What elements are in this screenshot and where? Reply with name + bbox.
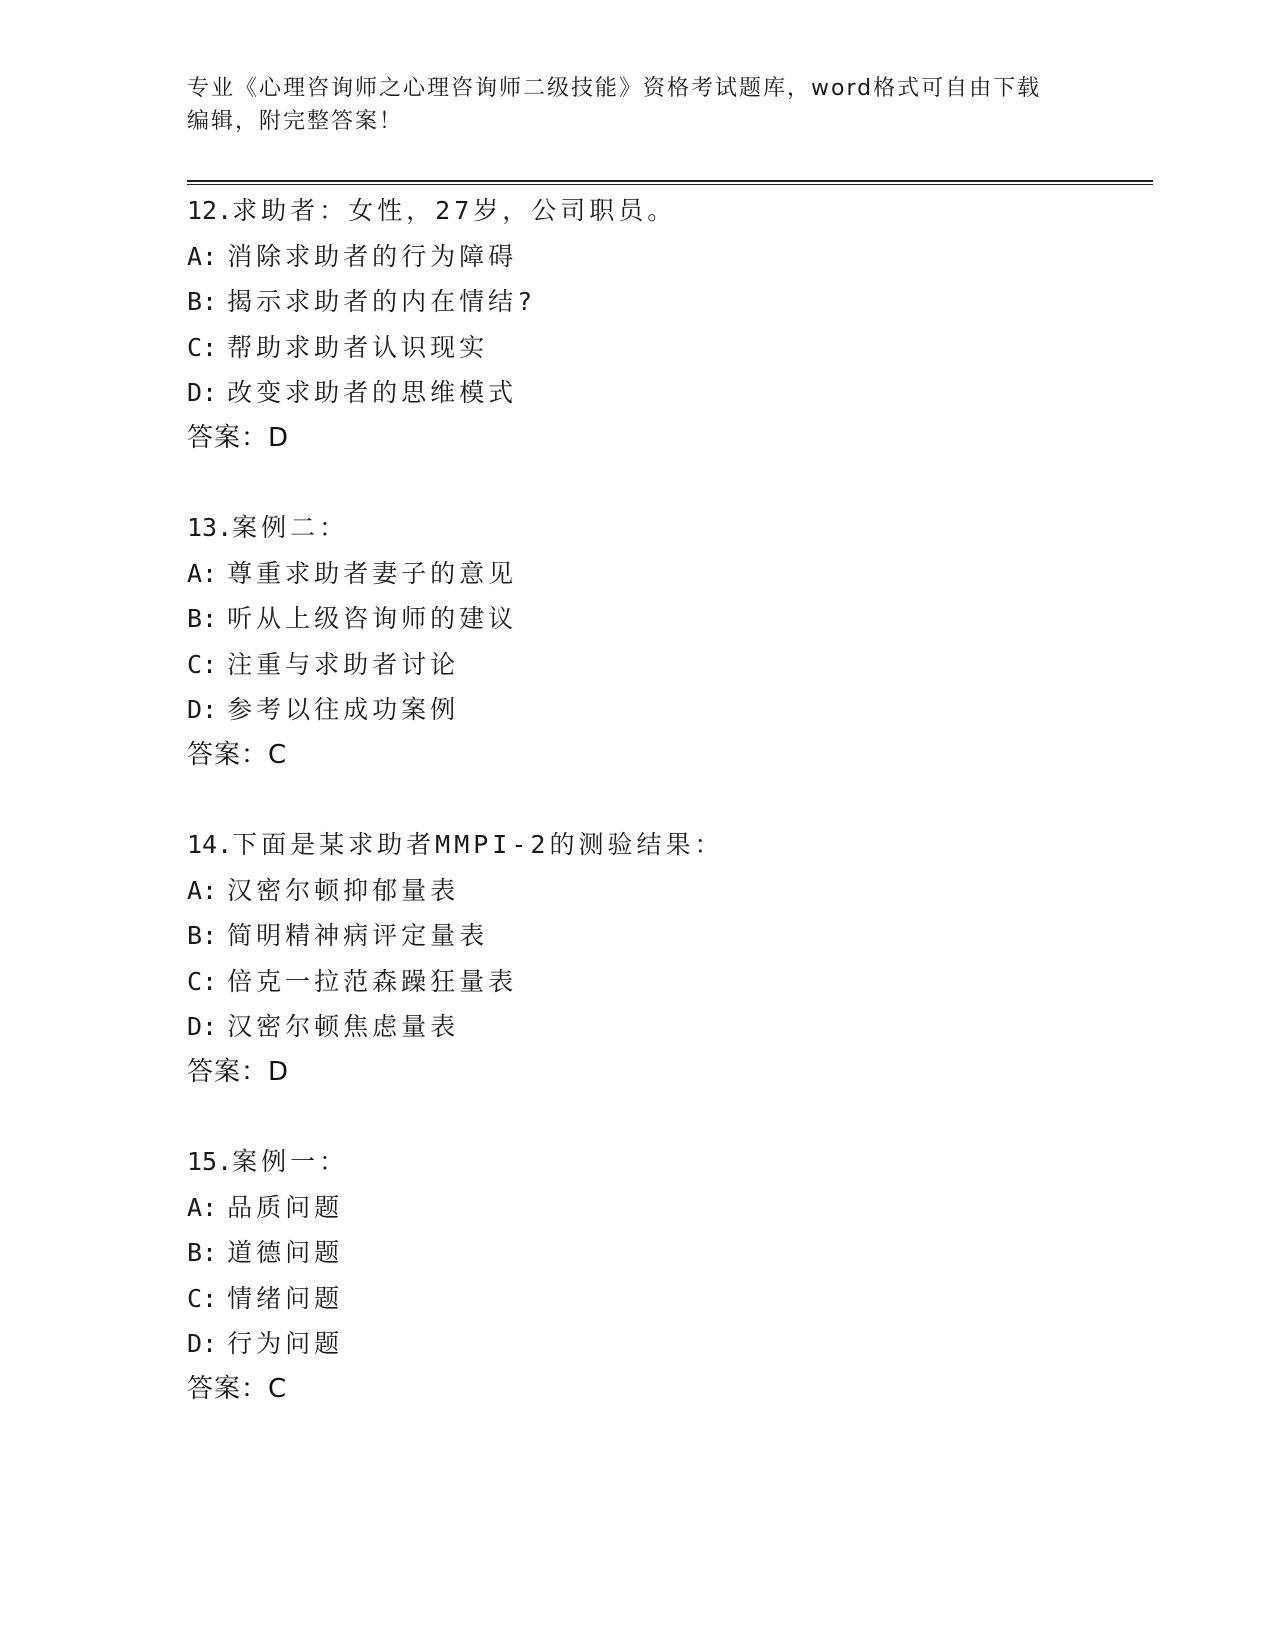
question-stem — [187, 188, 1147, 234]
answer-line — [187, 416, 1147, 462]
option-b — [187, 279, 1147, 325]
answer-value: C — [268, 739, 288, 770]
option-text: 尊重求助者妻子的意见 — [227, 558, 518, 588]
option-letter: C: — [187, 332, 218, 362]
question-stem — [187, 505, 1147, 551]
option-text: 揭示求助者的内在情结? — [227, 287, 537, 316]
answer-value: D — [268, 422, 290, 453]
option-letter: D: — [187, 378, 218, 407]
question-14 — [187, 822, 1147, 1095]
option-b — [187, 1230, 1147, 1276]
option-letter: C: — [187, 1283, 218, 1313]
option-text: 道德问题 — [227, 1238, 344, 1267]
answer-value: C — [268, 1373, 288, 1404]
option-letter: A: — [187, 241, 218, 271]
question-stem-text: 求助者：女性，27岁，公司职员。 — [232, 196, 677, 225]
answer-label: 答案： — [187, 1056, 269, 1087]
document-header — [187, 72, 1067, 138]
option-text: 参考以往成功案例 — [227, 695, 460, 724]
option-d — [187, 687, 1147, 733]
answer-line — [187, 1050, 1147, 1096]
option-b — [187, 913, 1147, 959]
question-stem — [187, 822, 1147, 868]
question-number: 14. — [187, 830, 233, 859]
answer-line — [187, 733, 1147, 779]
option-letter: D: — [187, 695, 218, 724]
option-letter: C: — [187, 966, 218, 996]
option-b — [187, 596, 1147, 642]
option-letter: C: — [187, 649, 218, 679]
header-divider-thin — [187, 184, 1153, 185]
question-stem-text: 案例二： — [232, 513, 349, 542]
option-d — [187, 1004, 1147, 1050]
header-line-2: 编辑，附完整答案！ — [187, 109, 404, 134]
question-spacer — [187, 778, 1147, 822]
option-letter: A: — [187, 1192, 218, 1222]
question-number: 12. — [187, 196, 233, 225]
question-13 — [187, 505, 1147, 778]
header-divider-thick — [187, 180, 1153, 182]
option-text: 品质问题 — [227, 1192, 344, 1222]
option-c — [187, 1276, 1147, 1322]
option-text: 帮助求助者认识现实 — [227, 332, 489, 362]
option-text: 汉密尔顿焦虑量表 — [227, 1012, 460, 1041]
option-letter: B: — [187, 287, 218, 316]
question-stem-text: 下面是某求助者MMPI-2的测验结果： — [232, 830, 724, 859]
question-list — [187, 188, 1147, 1412]
option-letter: B: — [187, 1238, 218, 1267]
option-d — [187, 370, 1147, 416]
question-stem-text: 案例一： — [232, 1147, 349, 1176]
header-line-1: 专业《心理咨询师之心理咨询师二级技能》资格考试题库，word格式可自由下载 — [187, 76, 1042, 101]
answer-label: 答案： — [187, 422, 269, 453]
question-stem — [187, 1139, 1147, 1185]
option-a — [187, 1185, 1147, 1231]
option-text: 行为问题 — [227, 1329, 344, 1358]
option-text: 消除求助者的行为障碍 — [227, 241, 518, 271]
answer-label: 答案： — [187, 739, 269, 770]
option-letter: B: — [187, 921, 218, 950]
option-c — [187, 959, 1147, 1005]
option-a — [187, 551, 1147, 597]
answer-line — [187, 1367, 1147, 1413]
option-a — [187, 234, 1147, 280]
option-text: 听从上级咨询师的建议 — [227, 604, 518, 633]
option-text: 简明精神病评定量表 — [227, 921, 489, 950]
option-text: 汉密尔顿抑郁量表 — [227, 875, 460, 905]
option-letter: A: — [187, 875, 218, 905]
option-text: 改变求助者的思维模式 — [227, 378, 518, 407]
answer-value: D — [268, 1056, 290, 1087]
option-d — [187, 1321, 1147, 1367]
answer-label: 答案： — [187, 1373, 269, 1404]
question-number: 15. — [187, 1147, 233, 1176]
option-c — [187, 642, 1147, 688]
option-a — [187, 868, 1147, 914]
option-text: 倍克一拉范森躁狂量表 — [227, 966, 518, 996]
option-letter: D: — [187, 1329, 218, 1358]
option-c — [187, 325, 1147, 371]
question-spacer — [187, 1095, 1147, 1139]
option-text: 注重与求助者讨论 — [227, 649, 460, 679]
option-letter: D: — [187, 1012, 218, 1041]
question-12 — [187, 188, 1147, 461]
question-15 — [187, 1139, 1147, 1412]
option-text: 情绪问题 — [227, 1283, 344, 1313]
option-letter: A: — [187, 558, 218, 588]
question-number: 13. — [187, 513, 233, 542]
option-letter: B: — [187, 604, 218, 633]
question-spacer — [187, 461, 1147, 505]
